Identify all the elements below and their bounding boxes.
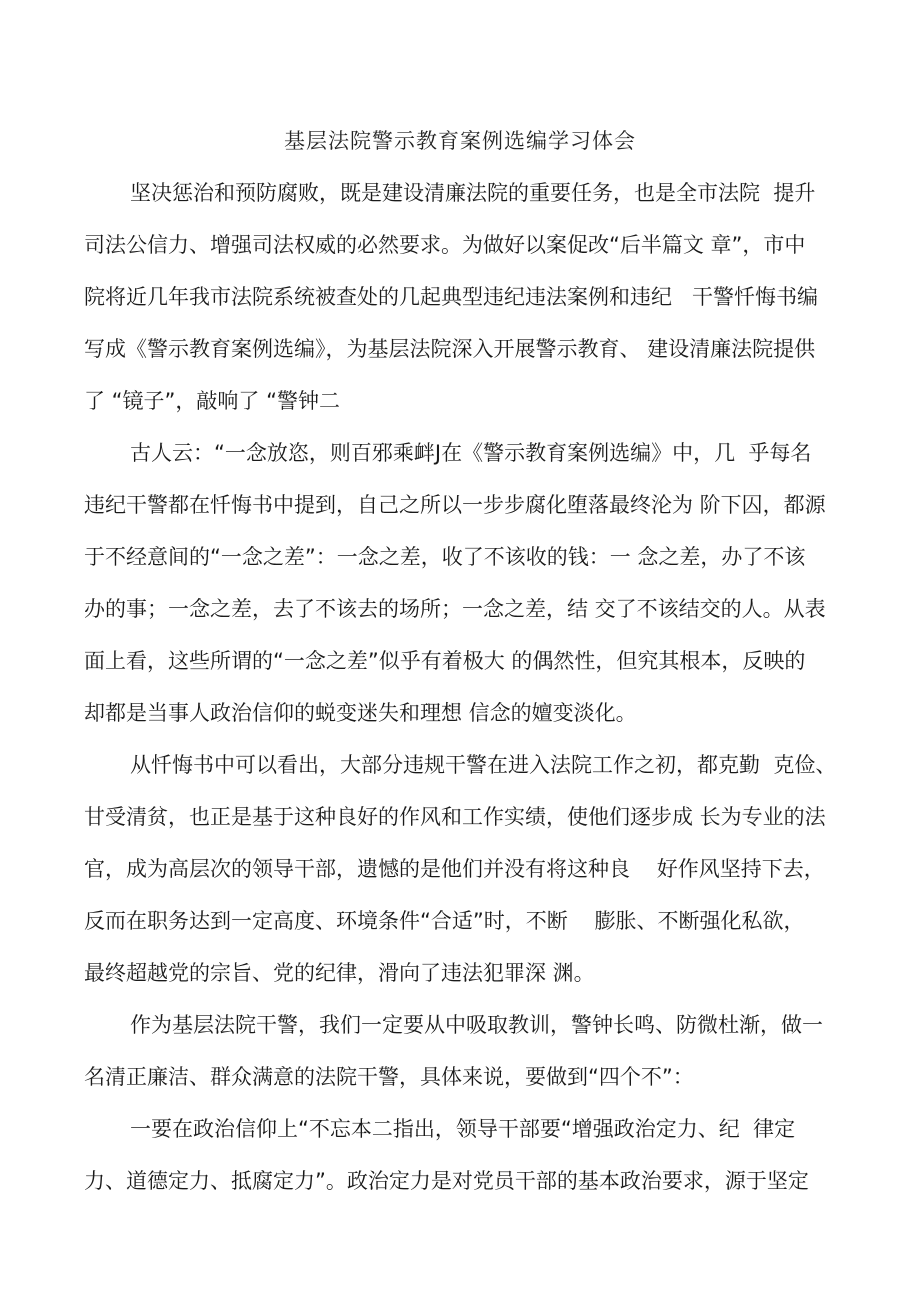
paragraph-1-line-5: 了 “镜子”，敲响了 “警钟二 [84, 389, 340, 413]
document-title: 基层法院警示教育案例选编学习体会 [284, 129, 636, 153]
paragraph-2-line-3: 于不经意间的“一念之差”：一念之差，收了不该收的钱：一 念之差，办了不该 [84, 545, 806, 569]
paragraph-2-line-1: 古人云：“一念放恣，则百邪乘衅J在《警示教育案例选编》中，几 乎每名 [130, 441, 812, 465]
paragraph-3-line-1: 从忏悔书中可以看出，大部分违规干警在进入法院工作之初，都克勤 克俭、 [130, 753, 837, 777]
paragraph-3-line-3: 官，成为高层次的领导干部，遗憾的是他们并没有将这种良 好作风坚持下去， [84, 857, 825, 881]
paragraph-2-line-4: 办的事；一念之差，去了不该去的场所；一念之差，结 交了不该结交的人。从表 [84, 597, 826, 621]
paragraph-4-line-1: 作为基层法院干警，我们一定要从中吸取教训，警钟长鸣、防微杜渐，做一 [130, 1013, 823, 1037]
paragraph-3-line-5: 最终超越党的宗旨、党的纪律，滑向了违法犯罪深 渊。 [84, 961, 595, 985]
paragraph-1-line-3: 院将近几年我市法院系统被查处的几起典型违纪违法案例和违纪 干警忏悔书编 [84, 285, 819, 309]
paragraph-1-line-1: 坚决惩治和预防腐败，既是建设清廉法院的重要任务，也是全市法院 提升 [130, 181, 816, 205]
paragraph-1-line-2: 司法公信力、增强司法权威的必然要求。为做好以案促改“后半篇文 章”，市中 [84, 233, 806, 257]
paragraph-4-line-2: 名清正廉洁、群众满意的法院干警，具体来说，要做到“四个不”： [84, 1065, 694, 1089]
paragraph-2-line-5: 面上看，这些所谓的“一念之差”似乎有着极大 的偶然性，但究其根本，反映的 [84, 649, 806, 673]
paragraph-1-line-4: 写成《警示教育案例选编》，为基层法院深入开展警示教育、 建设清廉法院提供 [84, 337, 816, 361]
paragraph-3-line-2: 甘受清贫，也正是基于这种良好的作风和工作实绩，使他们逐步成 长为专业的法 [84, 805, 826, 829]
paragraph-2-line-6: 却都是当事人政治信仰的蜕变迷失和理想 信念的嬗变淡化。 [84, 701, 637, 725]
paragraph-5-line-1: 一要在政治信仰上“不忘本二指出，领导干部要“增强政治定力、纪 律定 [130, 1117, 796, 1141]
paragraph-5-line-2: 力、道德定力、抵腐定力”。政治定力是对党员干部的基本政治要求，源于坚定 [84, 1169, 809, 1193]
paragraph-3-line-4: 反而在职务达到一定高度、环境条件“合适”时，不断 膨胀、不断强化私欲， [84, 909, 805, 933]
paragraph-2-line-2: 违纪干警都在忏悔书中提到，自己之所以一步步腐化堕落最终沦为 阶下囚，都源 [84, 493, 826, 517]
